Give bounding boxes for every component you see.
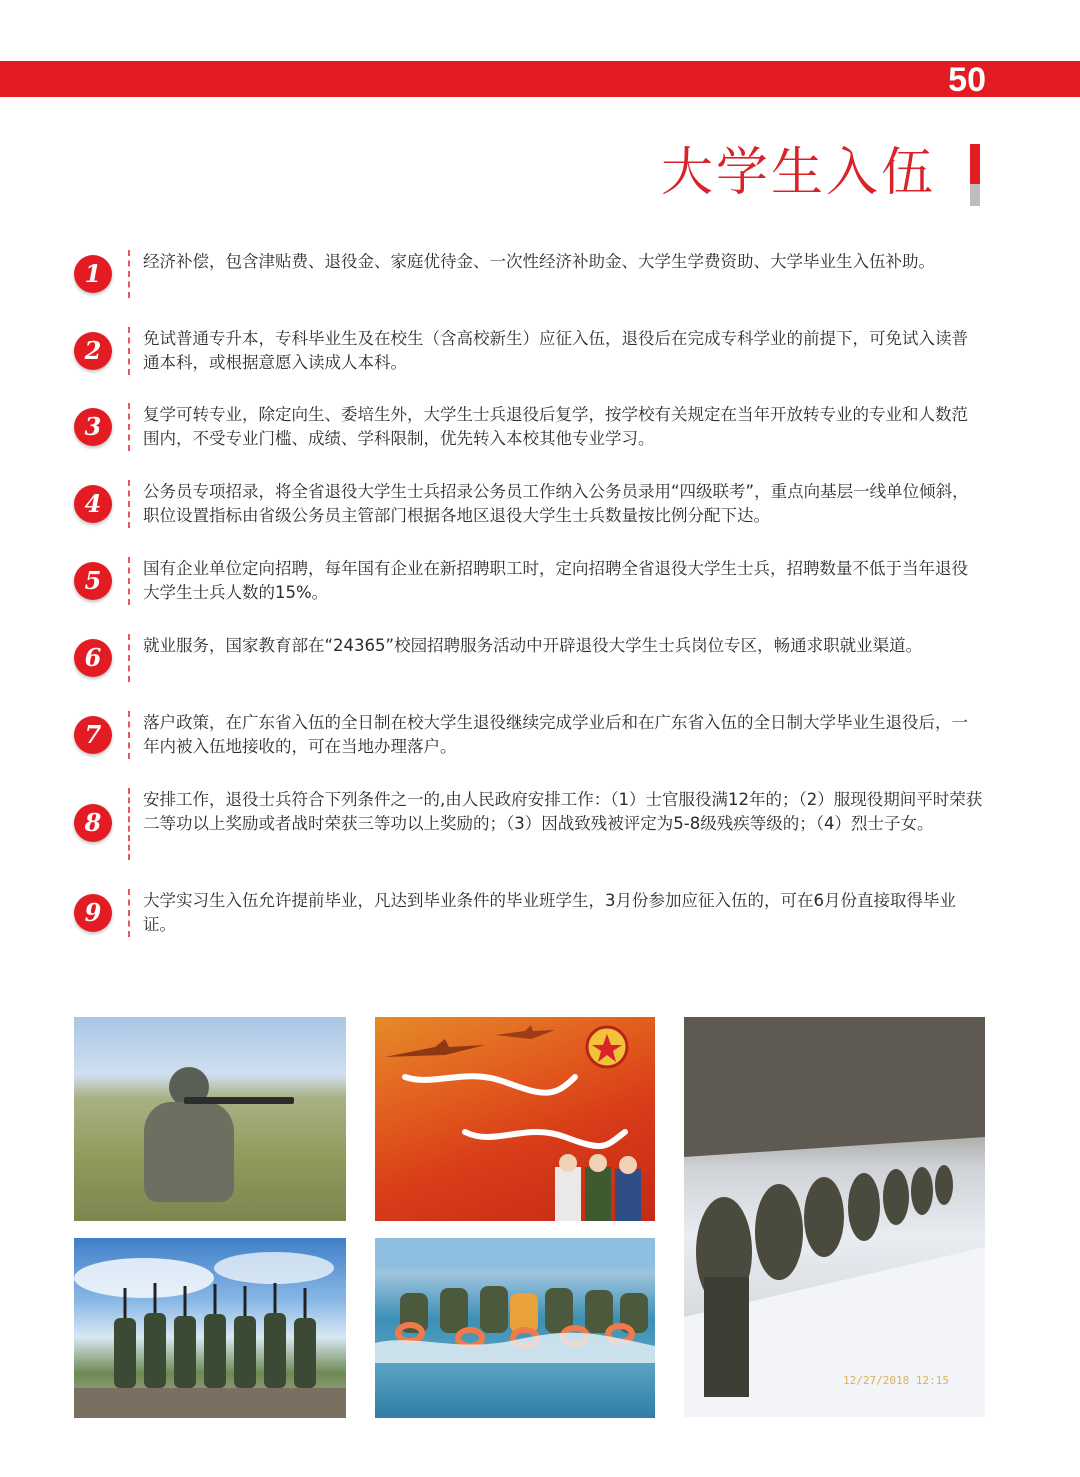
dashed-divider [128,711,130,759]
title-accent-mark [970,144,980,206]
photo-timestamp: 12/27/2018 12:15 [843,1374,949,1387]
item-text: 复学可转专业，除定向生、委培生外，大学生士兵退役后复学，按学校有关规定在当年开放转专业的专业和人数范围内，不受专业门槛、成绩、学科限制，优先转入本校其他专业学习。 [143,405,968,448]
accent-red-block [970,144,980,184]
soldier-body [144,1102,234,1202]
item-text: 安排工作，退役士兵符合下列条件之一的,由人民政府安排工作：（1）士官服役满12年的；（2）服现役期间平时荣获二等功以上奖励或者战时荣获三等功以上奖励的；（3）因战致残被评定为5-8级残疾等级的；（4）烈士子女。 [143,790,983,833]
photo-soldiers-raised-rifles [74,1238,346,1418]
item-text: 大学实习生入伍允许提前毕业，凡达到毕业条件的毕业班学生，3月份参加应征入伍的，可在6月份直接取得毕业证。 [143,891,956,934]
item-text: 免试普通专升本，专科毕业生及在校生（含高校新生）应征入伍，退役后在完成专科学业的前提下，可免试入读普通本科，或根据意愿入读成人本科。 [143,329,968,372]
photo-sea-training [375,1238,655,1418]
item-number-badge: 1 [74,255,112,293]
item-text: 就业服务，国家教育部在“24365”校园招聘服务活动中开辟退役大学生士兵岗位专区，畅通求职就业渠道。 [143,636,923,655]
dashed-divider [128,889,130,937]
page-title: 大学生入伍 [660,143,936,203]
dashed-divider [128,403,130,451]
poster-art [375,1017,655,1221]
item-number-badge: 9 [74,894,112,932]
item-text: 落户政策，在广东省入伍的全日制在校大学生退役继续完成学业后和在广东省入伍的全日制大学毕业生退役后，一年内被入伍地接收的，可在当地办理落户。 [143,713,968,756]
rifle [184,1097,294,1104]
header-bar [0,61,1080,97]
item-number-badge: 2 [74,332,112,370]
item-text: 经济补偿，包含津贴费、退役金、家庭优待金、一次性经济补助金、大学生学费资助、大学毕业生入伍补助。 [143,252,935,271]
dashed-divider [128,327,130,375]
item-number-badge: 7 [74,716,112,754]
dashed-divider [128,634,130,682]
item-number-badge: 6 [74,639,112,677]
item-text: 国有企业单位定向招聘，每年国有企业在新招聘职工时，定向招聘全省退役大学生士兵，招聘数量不低于当年退役大学生士兵人数的15%。 [143,559,968,602]
dashed-divider [128,557,130,605]
dashed-divider [128,250,130,298]
raised-rifles-art [74,1238,346,1418]
item-number-badge: 8 [74,804,112,842]
dashed-divider [128,480,130,528]
dashed-divider [128,788,130,860]
page-number: 50 [948,61,986,99]
photo-recruitment-poster [375,1017,655,1221]
item-number-badge: 3 [74,408,112,446]
accent-gray-block [970,184,980,206]
item-number-badge: 5 [74,562,112,600]
photo-soldier-aiming [74,1017,346,1221]
sea-training-art [375,1238,655,1418]
item-text: 公务员专项招录，将全省退役大学生士兵招录公务员工作纳入公务员录用“四级联考”，重点向基层一线单位倾斜，职位设置指标由省级公务员主管部门根据各地区退役大学生士兵数量按比例分配下达。 [143,482,969,525]
item-number-badge: 4 [74,485,112,523]
snow-march-art [684,1017,985,1417]
photo-snow-march [684,1017,985,1417]
